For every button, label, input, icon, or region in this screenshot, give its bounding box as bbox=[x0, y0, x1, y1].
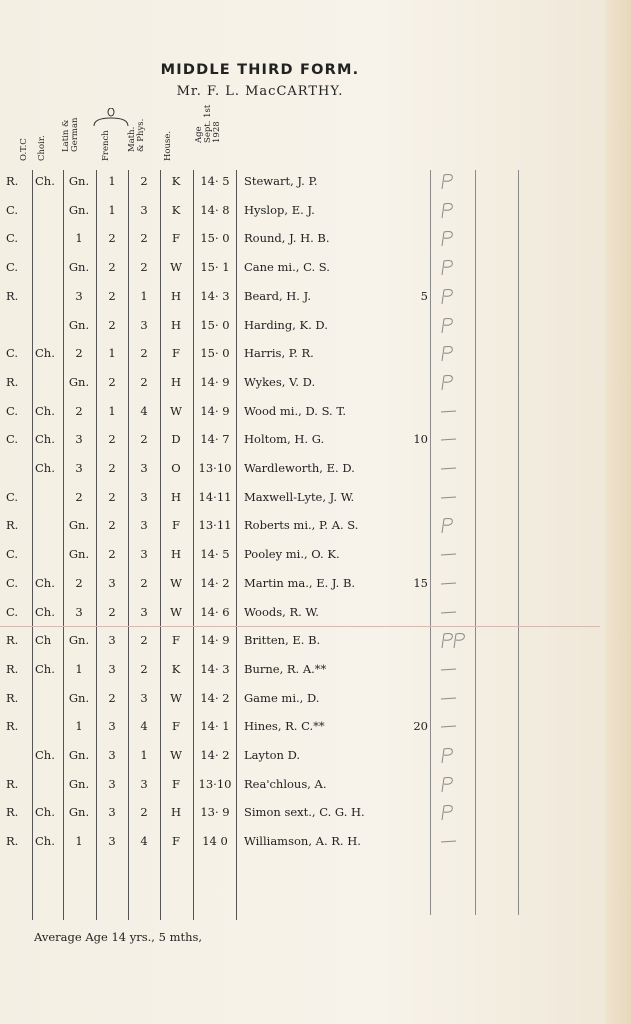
pencil-mark bbox=[438, 430, 466, 448]
pencil-mark bbox=[438, 402, 466, 420]
cell-house: W bbox=[170, 604, 182, 619]
cell-latin: Gn. bbox=[68, 776, 90, 791]
table-row bbox=[0, 198, 600, 226]
cell-french: 3 bbox=[108, 805, 116, 820]
cell-otc: R. bbox=[6, 805, 19, 820]
pencil-mark bbox=[438, 717, 466, 735]
cell-choir: Ch. bbox=[35, 575, 55, 590]
cell-name: Woods, R. W. bbox=[244, 604, 319, 619]
pencil-mark bbox=[438, 344, 466, 362]
cell-num: 5 bbox=[420, 288, 428, 303]
cell-latin: Gn. bbox=[68, 374, 90, 389]
cell-latin: 2 bbox=[75, 346, 83, 361]
cell-age: 14· 1 bbox=[200, 719, 230, 734]
cell-latin: Gn. bbox=[68, 633, 90, 648]
cell-otc: C. bbox=[6, 489, 19, 504]
table-row bbox=[0, 370, 600, 398]
cell-math: 2 bbox=[140, 374, 148, 389]
cell-math: 2 bbox=[140, 633, 148, 648]
table-row bbox=[0, 255, 600, 283]
cell-house: W bbox=[170, 690, 182, 705]
table-row bbox=[0, 657, 600, 685]
pencil-mark bbox=[438, 574, 466, 592]
cell-french: 3 bbox=[108, 776, 116, 791]
cell-age: 15· 1 bbox=[200, 260, 230, 275]
cell-math: 4 bbox=[140, 719, 148, 734]
cell-house: H bbox=[170, 374, 182, 389]
cell-french: 2 bbox=[108, 260, 116, 275]
cell-french: 3 bbox=[108, 748, 116, 762]
cell-name: Round, J. H. B. bbox=[244, 231, 330, 246]
cell-latin: Gn. bbox=[68, 317, 90, 332]
cell-house: W bbox=[170, 748, 182, 762]
cell-age: 13· 9 bbox=[200, 805, 230, 820]
cell-choir: Ch. bbox=[35, 661, 55, 676]
table-row bbox=[0, 456, 600, 484]
cell-choir: Ch. bbox=[35, 346, 55, 361]
pencil-mark bbox=[438, 201, 466, 219]
cell-otc: C. bbox=[6, 231, 19, 246]
cell-otc: R. bbox=[6, 661, 19, 676]
cell-age: 14· 2 bbox=[200, 575, 230, 590]
cell-age: 14· 3 bbox=[200, 661, 230, 676]
cell-math: 3 bbox=[140, 547, 148, 562]
pencil-mark bbox=[438, 803, 466, 821]
average-age-note: Average Age 14 yrs., 5 mths, bbox=[34, 930, 203, 944]
pencil-mark bbox=[438, 258, 466, 276]
cell-choir: Ch. bbox=[35, 461, 55, 475]
cell-age: 13·10 bbox=[198, 461, 232, 475]
cell-french: 3 bbox=[108, 719, 116, 734]
cell-math: 3 bbox=[140, 202, 148, 217]
cell-otc: C. bbox=[6, 547, 19, 562]
cell-math: 2 bbox=[140, 805, 148, 820]
cell-otc: R. bbox=[6, 690, 19, 705]
pencil-mark bbox=[438, 459, 466, 477]
cell-math: 2 bbox=[140, 231, 148, 246]
cell-latin: 1 bbox=[75, 661, 83, 676]
pencil-mark bbox=[438, 545, 466, 563]
table-row bbox=[0, 772, 600, 800]
cell-french: 2 bbox=[108, 288, 116, 303]
pencil-mark bbox=[438, 660, 466, 678]
cell-age: 14· 2 bbox=[200, 690, 230, 705]
cell-math: 4 bbox=[140, 403, 148, 418]
cell-age: 13·11 bbox=[198, 518, 232, 533]
cell-french: 2 bbox=[108, 489, 116, 504]
pencil-mark bbox=[438, 172, 466, 190]
cell-french: 2 bbox=[108, 518, 116, 533]
cell-house: F bbox=[172, 346, 180, 361]
cell-house: F bbox=[172, 633, 180, 648]
table-row bbox=[0, 714, 600, 742]
cell-otc: R. bbox=[6, 518, 19, 533]
cell-otc: C. bbox=[6, 260, 19, 275]
cell-latin: Gn. bbox=[68, 690, 90, 705]
pencil-mark bbox=[438, 689, 466, 707]
cell-house: H bbox=[170, 547, 182, 562]
cell-otc: R. bbox=[6, 374, 19, 389]
cell-math: 3 bbox=[140, 604, 148, 619]
cell-house: F bbox=[172, 231, 180, 246]
cell-name: Stewart, J. P. bbox=[244, 174, 318, 188]
cell-name: Wykes, V. D. bbox=[244, 374, 316, 389]
table-row bbox=[0, 485, 600, 513]
cell-otc: R. bbox=[6, 174, 19, 188]
cell-otc: R. bbox=[6, 719, 19, 734]
table-row bbox=[0, 313, 600, 341]
cell-math: 2 bbox=[140, 260, 148, 275]
cell-age: 13·10 bbox=[198, 776, 232, 791]
table-row bbox=[0, 800, 600, 828]
cell-math: 3 bbox=[140, 690, 148, 705]
cell-french: 1 bbox=[108, 346, 116, 361]
cell-name: Wardleworth, E. D. bbox=[244, 461, 355, 475]
cell-name: Harding, K. D. bbox=[244, 317, 328, 332]
cell-name: Simon sext., C. G. H. bbox=[244, 805, 365, 820]
cell-name: Game mi., D. bbox=[244, 690, 320, 705]
cell-name: Britten, E. B. bbox=[244, 633, 321, 648]
cell-math: 2 bbox=[140, 432, 148, 447]
table-row bbox=[0, 399, 600, 427]
pencil-mark bbox=[438, 631, 466, 649]
cell-latin: Gn. bbox=[68, 518, 90, 533]
cell-house: H bbox=[170, 805, 182, 820]
cell-french: 2 bbox=[108, 547, 116, 562]
cell-name: Beard, H. J. bbox=[244, 288, 311, 303]
form-title: MIDDLE THIRD FORM. bbox=[160, 62, 360, 78]
cell-french: 3 bbox=[108, 575, 116, 590]
cell-latin: 2 bbox=[75, 489, 83, 504]
cell-name: Roberts mi., P. A. S. bbox=[244, 518, 359, 533]
cell-num: 20 bbox=[413, 719, 428, 734]
cell-latin: Gn. bbox=[68, 748, 90, 762]
cell-latin: 1 bbox=[75, 231, 83, 246]
header-otc: O.T.C bbox=[19, 138, 29, 161]
cell-name: Layton D. bbox=[244, 748, 301, 762]
cell-name: Rea'chlous, A. bbox=[244, 776, 327, 791]
cell-age: 14· 9 bbox=[200, 374, 230, 389]
pencil-mark bbox=[438, 516, 466, 534]
cell-house: F bbox=[172, 518, 180, 533]
cell-french: 3 bbox=[108, 661, 116, 676]
cell-house: O bbox=[171, 461, 181, 475]
cell-house: K bbox=[171, 661, 181, 676]
cell-name: Hyslop, E. J. bbox=[244, 202, 315, 217]
cell-french: 3 bbox=[108, 633, 116, 648]
cell-math: 2 bbox=[140, 575, 148, 590]
cell-otc: R. bbox=[6, 834, 19, 849]
pencil-mark bbox=[438, 832, 466, 850]
table-row bbox=[0, 743, 600, 771]
cell-french: 1 bbox=[108, 202, 116, 217]
cell-french: 2 bbox=[108, 432, 116, 447]
cell-french: 2 bbox=[108, 604, 116, 619]
cell-math: 3 bbox=[140, 518, 148, 533]
cell-latin: 1 bbox=[75, 834, 83, 849]
cell-latin: Gn. bbox=[68, 174, 90, 188]
table-row bbox=[0, 169, 600, 197]
cell-french: 2 bbox=[108, 461, 116, 475]
header-math: Math. & Phys. bbox=[127, 118, 146, 152]
cell-latin: 3 bbox=[75, 288, 83, 303]
cell-otc: C. bbox=[6, 403, 19, 418]
cell-choir: Ch. bbox=[35, 432, 55, 447]
table-row bbox=[0, 571, 600, 599]
cell-latin: Gn. bbox=[68, 805, 90, 820]
cell-age: 14· 9 bbox=[200, 403, 230, 418]
cell-house: W bbox=[170, 575, 182, 590]
cell-choir: Ch. bbox=[35, 748, 55, 762]
cell-age: 14·11 bbox=[198, 489, 232, 504]
cell-house: D bbox=[171, 432, 181, 447]
cell-math: 4 bbox=[140, 834, 148, 849]
pencil-mark bbox=[438, 488, 466, 506]
form-master: Mr. F. L. MacCARTHY. bbox=[176, 84, 344, 99]
cell-latin: 3 bbox=[75, 432, 83, 447]
table-row bbox=[0, 341, 600, 369]
table-row bbox=[0, 226, 600, 254]
cell-num: 15 bbox=[413, 575, 428, 590]
cell-house: H bbox=[170, 489, 182, 504]
cell-house: H bbox=[170, 317, 182, 332]
cell-age: 14· 8 bbox=[200, 202, 230, 217]
header-house: House. bbox=[163, 130, 173, 161]
table-row bbox=[0, 628, 600, 656]
cell-choir: Ch. bbox=[35, 174, 55, 188]
cell-math: 1 bbox=[140, 288, 148, 303]
pencil-mark bbox=[438, 775, 466, 793]
cell-choir: Ch. bbox=[35, 604, 55, 619]
cell-math: 1 bbox=[140, 748, 148, 762]
pencil-mark bbox=[438, 229, 466, 247]
cell-french: 3 bbox=[108, 834, 116, 849]
cell-house: F bbox=[172, 776, 180, 791]
pencil-mark bbox=[438, 316, 466, 334]
cell-latin: Gn. bbox=[68, 260, 90, 275]
table-row bbox=[0, 686, 600, 714]
cell-french: 2 bbox=[108, 690, 116, 705]
cell-math: 2 bbox=[140, 661, 148, 676]
cell-name: Hines, R. C.** bbox=[244, 719, 325, 734]
cell-french: 2 bbox=[108, 317, 116, 332]
header-age: Age Sept. 1st 1928 bbox=[194, 104, 222, 143]
table-row bbox=[0, 427, 600, 455]
cell-name: Martin ma., E. J. B. bbox=[244, 575, 356, 590]
cell-choir: Ch bbox=[35, 633, 52, 648]
cell-latin: 2 bbox=[75, 575, 83, 590]
cell-math: 3 bbox=[140, 317, 148, 332]
cell-otc: C. bbox=[6, 202, 19, 217]
cell-name: Cane mi., C. S. bbox=[244, 260, 330, 275]
table-row bbox=[0, 829, 600, 857]
pencil-mark bbox=[438, 746, 466, 764]
header-french: French bbox=[101, 130, 111, 161]
cell-otc: R. bbox=[6, 776, 19, 791]
cell-age: 14· 7 bbox=[200, 432, 230, 447]
cell-french: 1 bbox=[108, 403, 116, 418]
cell-age: 15· 0 bbox=[200, 346, 230, 361]
cell-latin: 2 bbox=[75, 403, 83, 418]
header-choir: Choir. bbox=[37, 135, 47, 161]
cell-house: W bbox=[170, 260, 182, 275]
cell-name: Holtom, H. G. bbox=[244, 432, 325, 447]
cell-age: 14· 5 bbox=[200, 174, 230, 188]
header-latin: Latin & German bbox=[61, 117, 80, 152]
cell-name: Harris, P. R. bbox=[244, 346, 314, 361]
cell-math: 3 bbox=[140, 461, 148, 475]
table-row bbox=[0, 513, 600, 541]
cell-name: Williamson, A. R. H. bbox=[244, 834, 361, 849]
cell-otc: C. bbox=[6, 432, 19, 447]
cell-house: F bbox=[172, 719, 180, 734]
cell-latin: 3 bbox=[75, 604, 83, 619]
cell-name: Burne, R. A.** bbox=[244, 661, 327, 676]
cell-french: 2 bbox=[108, 374, 116, 389]
cell-age: 14· 2 bbox=[200, 748, 230, 762]
cell-french: 2 bbox=[108, 231, 116, 246]
cell-latin: Gn. bbox=[68, 547, 90, 562]
pencil-mark bbox=[438, 373, 466, 391]
cell-french: 1 bbox=[108, 174, 116, 188]
cell-house: K bbox=[171, 202, 181, 217]
pencil-mark bbox=[438, 287, 466, 305]
cell-house: K bbox=[171, 174, 181, 188]
cell-otc: R. bbox=[6, 633, 19, 648]
cell-choir: Ch. bbox=[35, 805, 55, 820]
cell-age: 14· 9 bbox=[200, 633, 230, 648]
cell-latin: 3 bbox=[75, 461, 83, 475]
cell-name: Wood mi., D. S. T. bbox=[244, 403, 346, 418]
cell-num: 10 bbox=[413, 432, 428, 447]
cell-name: Pooley mi., O. K. bbox=[244, 547, 340, 562]
cell-choir: Ch. bbox=[35, 834, 55, 849]
table-row bbox=[0, 542, 600, 570]
cell-age: 14 0 bbox=[202, 834, 228, 849]
cell-math: 3 bbox=[140, 489, 148, 504]
cell-choir: Ch. bbox=[35, 403, 55, 418]
cell-age: 15· 0 bbox=[200, 317, 230, 332]
cell-otc: C. bbox=[6, 604, 19, 619]
cell-house: W bbox=[170, 403, 182, 418]
cell-age: 14· 5 bbox=[200, 547, 230, 562]
cell-latin: 1 bbox=[75, 719, 83, 734]
cell-house: F bbox=[172, 834, 180, 849]
cell-house: H bbox=[170, 288, 182, 303]
table-row bbox=[0, 284, 600, 312]
cell-age: 14· 6 bbox=[200, 604, 230, 619]
table-row bbox=[0, 600, 600, 628]
cell-age: 15· 0 bbox=[200, 231, 230, 246]
cell-math: 2 bbox=[140, 346, 148, 361]
cell-age: 14· 3 bbox=[200, 288, 230, 303]
cell-latin: Gn. bbox=[68, 202, 90, 217]
pencil-mark bbox=[438, 603, 466, 621]
cell-otc: C. bbox=[6, 575, 19, 590]
cell-otc: R. bbox=[6, 288, 19, 303]
cell-otc: C. bbox=[6, 346, 19, 361]
page-edge bbox=[605, 0, 631, 1024]
cell-math: 3 bbox=[140, 776, 148, 791]
cell-name: Maxwell-Lyte, J. W. bbox=[244, 489, 355, 504]
cell-math: 2 bbox=[140, 174, 148, 188]
